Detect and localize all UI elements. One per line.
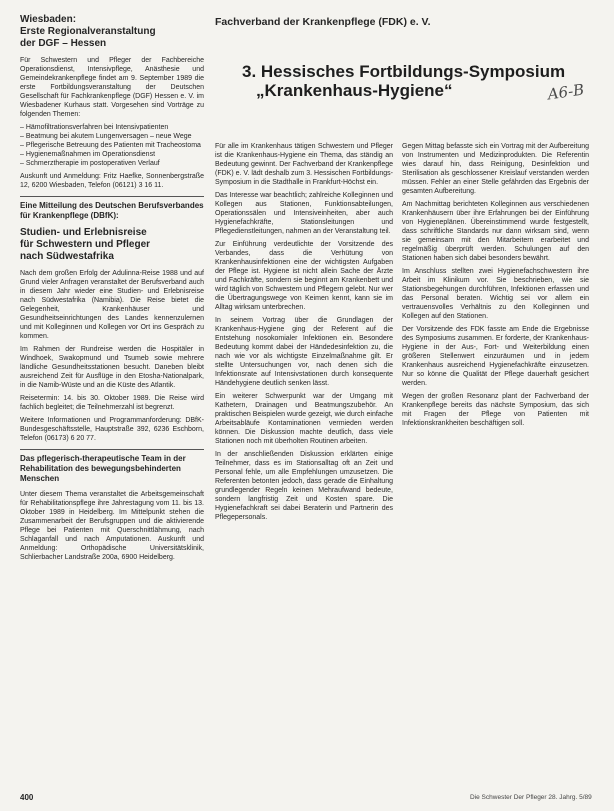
section-header: Fachverband der Krankenpflege (FDK) e. V. bbox=[215, 16, 431, 28]
article-paragraph: Für alle im Krankenhaus tätigen Schwestern und Pfleger ist die Krankenhaus-Hygiene ein Thema, das ständig an Bedeutung gewinnt. Der Fachverband der Krankenpflege (FDK) e. V. lädt deshalb zum 3. Hessischen Fortbildungs-Symposium in die Stadthalle in Frankfurt-Höchst ein. bbox=[215, 143, 393, 186]
article-paragraph: Der Vorsitzende des FDK fasste am Ende die Ergebnisse des Symposiums zusammen. Er forderte, der Krankenhaus-Hygiene in der Aus-, Fort- und Weiterbildung einen größeren Stellenwert einzuräumen und in jedem Krankenhaus ausreichend Hygienefachkräfte einzusetzen. Nur so könne die Qualität der Pflege dauerhaft gesichert werden. bbox=[402, 326, 589, 387]
study-paragraph-3: Reisetermin: 14. bis 30. Oktober 1989. Die Reise wird fachlich begleitet; die Teilnehmerzahl ist begrenzt. bbox=[20, 395, 204, 411]
article-paragraph: Das Interesse war beachtlich; zahlreiche Kolleginnen und Kollegen aus Stationen, Funktionsabteilungen, Operationssälen und Intensiveinheiten, aber auch Hygienefachkräfte, Stationsleitungen und Pflegedienstleitungen, nahmen an der Veranstaltung teil. bbox=[215, 192, 393, 235]
article-paragraph: Ein weiterer Schwerpunkt war der Umgang mit Kathetern, Drainagen und Beatmungszubehör. An praktischen Beispielen wurde gezeigt, wie durch einfache Arbeitsabläufe Kontaminationen vermieden werden können. Die Diskussion machte deutlich, dass viele Stationen noch mit überholten Routinen arbeiten. bbox=[215, 393, 393, 445]
article-paragraph: Gegen Mittag befasste sich ein Vortrag mit der Aufbereitung von Instrumenten und Medizinprodukten. Die Referentin wies darauf hin, dass Reinigung, Desinfektion und Sterilisation als geschlossener Kreislauf verstanden werden müssen. Fehler an einer Stelle gefährden das Ergebnis der gesamten Aufbereitung. bbox=[402, 143, 589, 195]
right-column bbox=[402, 142, 589, 774]
page-number: 400 bbox=[20, 793, 34, 802]
event-item-5: – Schmerztherapie im postoperativen Verlauf bbox=[20, 160, 160, 167]
left-column bbox=[20, 14, 204, 774]
study-paragraph-1: Nach dem großen Erfolg der Adulinna-Reise 1988 und auf Grund vieler Anfragen veranstaltet der Berufsverband auch in diesem Jahr wieder eine Studien- und Erlebnisreise nach Südwestafrika (Namibia). Die Reise bietet die Gelegenheit, Krankenhäuser und Gesundheitseinrichtungen des Landes kennenzulernen und mit Kolleginnen und Kollegen vor Ort ins Gespräch zu kommen. bbox=[20, 270, 204, 340]
study-paragraph-2: Im Rahmen der Rundreise werden die Hospitäler in Windhoek, Swakopmund und Tsumeb sowie mehrere ländliche Gesundheitsstationen besucht. Daneben bleibt ausreichend Zeit für Ausflüge in den Etosha-Nationalpark, in die Namib-Wüste und an die Küste des Atlantik. bbox=[20, 346, 204, 389]
study-heading-1: Studien- und Erlebnisreise bbox=[20, 227, 147, 238]
event-item-3: – Pflegerische Betreuung des Patienten mit Tracheostoma bbox=[20, 142, 201, 149]
event-heading-1: Wiesbaden: bbox=[20, 14, 77, 25]
running-footer: Die Schwester Der Pfleger 28. Jahrg. 5/89 bbox=[470, 794, 592, 801]
event-contact: Auskunft und Anmeldung: Fritz Haefke, Sonnenbergstraße 12, 6200 Wiesbaden, Telefon (06121) 3 16 11. bbox=[20, 173, 204, 189]
event-text: Für Schwestern und Pfleger der Fachbereiche Operationsdienst, Intensivpflege, Anästhesie und Gemeindekrankenpflege findet am 9. September 1989 die erste Fortbildungsveranstaltung der Deutschen Gesellschaft für Fachkrankenpflege (DGF) Hessen e. V. im Wiesbadener Kurhaus statt. Vorgesehen sind Vorträge zu folgenden Themen: bbox=[20, 57, 204, 118]
event-item-2: – Beatmung bei akutem Lungenversagen – neue Wege bbox=[20, 133, 192, 140]
event-heading-2: Erste Regionalveranstaltung bbox=[20, 26, 156, 37]
middle-column bbox=[215, 142, 393, 774]
event-heading-3: der DGF – Hessen bbox=[20, 38, 107, 49]
divider bbox=[20, 449, 204, 450]
article-paragraph: In der anschließenden Diskussion erklärten einige Teilnehmer, dass es im Stationsalltag oft an Zeit und Personal fehle, um alle Empfehlungen umzusetzen. Die Referenten betonten jedoch, dass gerade die Einhaltung grundlegender Regeln keinen Mehraufwand bedeute, sondern langfristig Zeit und Kosten spare. Die Hygienefachkraft sei dabei Beraterin und Partnerin des Pflegepersonals. bbox=[215, 451, 393, 521]
study-heading-2: für Schwestern und Pfleger bbox=[20, 239, 151, 250]
study-paragraph-4: Weitere Informationen und Programmanforderung: DBfK-Bundesgeschäftsstelle, Hauptstraße 392, 6236 Eschborn, Telefon (06173) 6 20 77. bbox=[20, 417, 204, 442]
article-paragraph: Im Anschluss stellten zwei Hygienefachschwestern ihre Arbeit im Klinikum vor. Sie beschrieben, wie sie Stationsbegehungen durchführen, Infektionen erfassen und das Personal beraten. Wichtig sei vor allem ein vertrauensvolles Verhältnis zu den Kolleginnen und Kollegen auf den Stationen. bbox=[402, 268, 589, 320]
article-title-line-1: 3. Hessisches Fortbildungs-Symposium bbox=[242, 62, 566, 81]
article-paragraph: In seinem Vortrag über die Grundlagen der Krankenhaus-Hygiene ging der Referent auf die Entstehung nosokomialer Infektionen ein. Besondere Bedeutung kommt dabei der Händedesinfektion zu, die nach wie vor als wichtigste Einzelmaßnahme gilt. Er stellte Untersuchungen vor, nach denen sich die Infektionsrate auf Intensivstationen durch konsequente Händehygiene deutlich senken lässt. bbox=[215, 317, 393, 387]
rehab-text: Unter diesem Thema veranstaltet die Arbeitsgemeinschaft für Rehabilitationspflege ihre Jahrestagung vom 11. bis 13. Oktober 1989 in Heidelberg. Im Mittelpunkt stehen die Zusammenarbeit der Berufsgruppen und die aktivierende Pflege bei Patienten mit Querschnittlähmung, nach Schlaganfall und nach Amputationen. Auskunft und Anmeldung: Orthopädische Universitätsklinik, Schlierbacher Landstraße 200a, 6900 Heidelberg. bbox=[20, 491, 204, 561]
handwritten-mark: A6-B bbox=[546, 80, 586, 104]
rehab-heading: Das pflegerisch-therapeutische Team in der Rehabilitation des bewegungsbehinderten Menschen bbox=[20, 454, 186, 483]
dbfk-notice: Eine Mitteilung des Deutschen Berufsverbandes für Krankenpflege (DBfK): bbox=[20, 201, 204, 220]
event-item-1: – Hämofiltrationsverfahren bei Intensivpatienten bbox=[20, 124, 169, 131]
article-paragraph: Am Nachmittag berichteten Kolleginnen aus verschiedenen Krankenhäusern über ihre Erfahrungen bei der Einführung von Hygieneplänen. Übereinstimmend wurde festgestellt, dass schriftliche Standards nur dann wirksam sind, wenn sie gemeinsam mit den Mitarbeitern erarbeitet und regelmäßig überprüft werden. Schulungen auf den Stationen haben sich dabei besonders bewährt. bbox=[402, 201, 589, 262]
article-paragraph: Zur Einführung verdeutlichte der Vorsitzende des Verbandes, dass die Verhütung von Krankenhausinfektionen eine der wichtigsten Aufgaben der Pflege ist. Hygiene ist nicht allein Sache der Ärzte und Fachkräfte, sondern sie beginnt am Krankenbett und wird täglich von Schwestern und Pflegern gelebt. Nur wer die Übertragungswege von Keimen kennt, kann sie im Alltag wirksam unterbrechen. bbox=[215, 241, 393, 311]
article-title-line-2: „Krankenhaus-Hygiene“ bbox=[256, 81, 453, 100]
divider bbox=[20, 196, 204, 197]
study-heading-3: nach Südwestafrika bbox=[20, 251, 114, 262]
article-paragraph: Wegen der großen Resonanz plant der Fachverband der Krankenpflege bereits das nächste Symposium, das sich mit Fragen der Pflege von Patienten mit Infektionskrankheiten beschäftigen soll. bbox=[402, 393, 589, 427]
event-item-4: – Hygienemaßnahmen im Operationsdienst bbox=[20, 151, 156, 158]
